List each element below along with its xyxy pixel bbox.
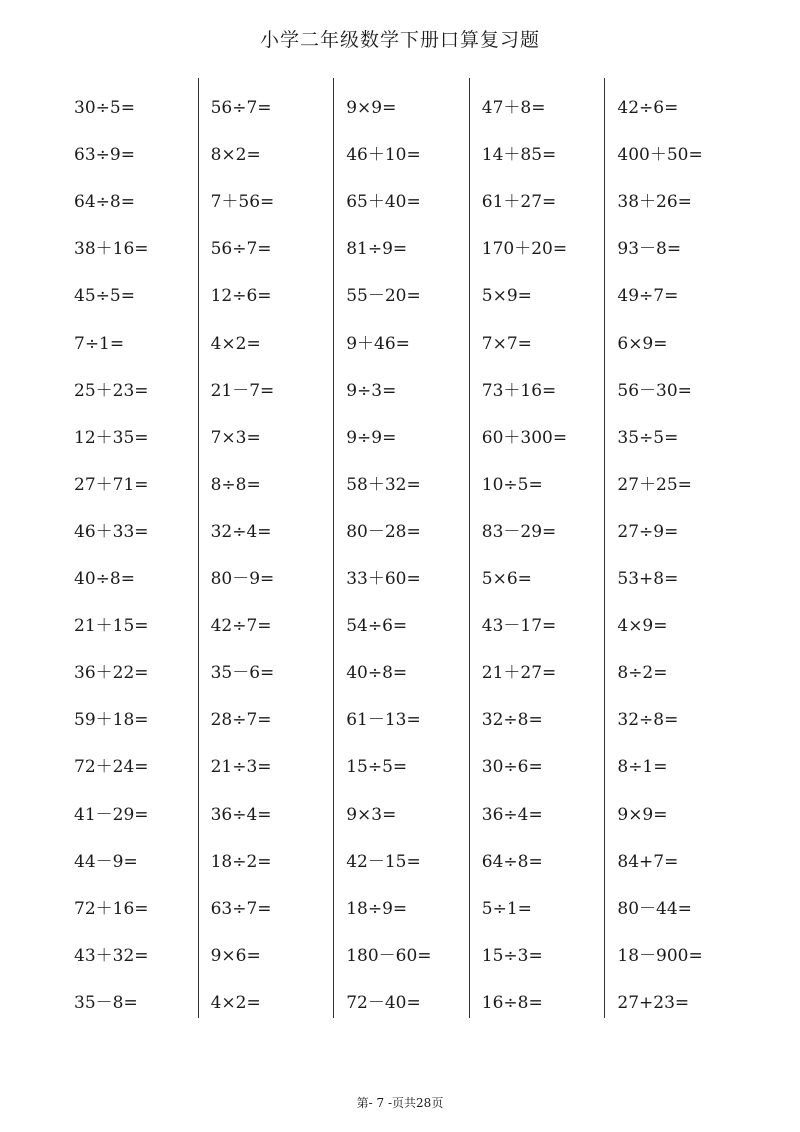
problem-item: 4×2=: [210, 992, 261, 1013]
problem-item: 32÷4=: [210, 521, 272, 542]
problem-item: 72＋24=: [74, 757, 149, 778]
problem-item: 73＋16=: [481, 380, 557, 401]
problem-item: 10÷5=: [481, 474, 543, 495]
problem-item: 27+23=: [617, 992, 690, 1013]
problem-item: 30÷5=: [74, 98, 135, 118]
problem-item: 9×9=: [617, 804, 668, 825]
problem-column-5: [604, 78, 740, 1018]
problem-item: 32÷8=: [617, 710, 679, 731]
problem-item: 30÷6=: [481, 757, 543, 778]
problem-item: 72－40=: [346, 992, 421, 1013]
problem-item: 43－17=: [481, 616, 557, 637]
problem-item: 46＋10=: [346, 145, 421, 166]
problem-item: 36÷4=: [210, 804, 272, 825]
problem-item: 6×9=: [617, 333, 668, 354]
problem-item: 4×9=: [617, 616, 668, 637]
problem-item: 7×3=: [210, 427, 261, 448]
problem-column-2: [198, 78, 334, 1018]
page-footer: 第- 7 -页共28页: [356, 1096, 444, 1110]
problem-item: 15÷5=: [346, 757, 408, 778]
problem-item: 56÷7=: [210, 98, 272, 118]
problem-item: 43＋32=: [74, 945, 149, 966]
problem-item: 12÷6=: [210, 286, 272, 307]
problem-item: 49÷7=: [617, 286, 679, 307]
problem-item: 80－44=: [617, 898, 692, 919]
problem-item: 58＋32=: [346, 474, 421, 495]
problem-item: 63÷9=: [74, 145, 135, 166]
problem-item: 38＋26=: [617, 192, 692, 213]
problem-item: 41－29=: [74, 804, 149, 825]
problem-item: 12＋35=: [74, 427, 149, 448]
problem-item: 72＋16=: [74, 898, 149, 919]
problem-item: 9×3=: [346, 804, 397, 825]
problem-item: 40÷8=: [74, 569, 135, 589]
problem-item: 8÷8=: [210, 474, 261, 495]
problem-item: 47＋8=: [481, 98, 546, 118]
problem-item: 400＋50=: [617, 145, 703, 166]
problem-item: 32÷8=: [481, 710, 543, 731]
problem-column-1: [62, 78, 198, 1018]
problem-item: 55－20=: [346, 286, 421, 307]
problem-item: 9÷3=: [346, 380, 397, 401]
problem-item: 83－29=: [481, 521, 557, 542]
problem-item: 60＋300=: [481, 427, 568, 448]
problem-item: 21÷3=: [210, 757, 272, 778]
page-title: 小学二年级数学下册口算复习题: [259, 29, 540, 51]
problem-item: 28÷7=: [210, 710, 272, 731]
problem-item: 21－7=: [210, 380, 275, 401]
problem-item: 64÷8=: [481, 851, 543, 872]
problem-item: 84+7=: [617, 851, 679, 872]
problem-item: 35÷5=: [617, 427, 679, 448]
problem-item: 61＋27=: [481, 192, 557, 213]
problem-item: 59＋18=: [74, 710, 149, 731]
problem-item: 35－8=: [74, 992, 138, 1013]
problem-item: 56－30=: [617, 380, 692, 401]
problem-item: 42－15=: [346, 851, 421, 872]
problem-item: 15÷3=: [481, 945, 543, 966]
problem-item: 46＋33=: [74, 521, 149, 542]
problem-item: 16÷8=: [481, 992, 543, 1013]
problem-item: 38＋16=: [74, 239, 149, 260]
problem-item: 5×6=: [481, 569, 532, 589]
problem-item: 7×7=: [481, 333, 532, 354]
problem-item: 65＋40=: [346, 192, 421, 213]
problem-item: 27÷9=: [617, 521, 679, 542]
problem-item: 45÷5=: [74, 286, 135, 307]
problem-item: 21＋27=: [481, 663, 557, 684]
problem-item: 44－9=: [74, 851, 138, 872]
problem-item: 93－8=: [617, 239, 682, 260]
problem-item: 4×2=: [210, 333, 261, 354]
problem-item: 5×9=: [481, 286, 532, 307]
problem-item: 170＋20=: [481, 239, 568, 260]
problem-item: 54÷6=: [346, 616, 408, 637]
problem-item: 36＋22=: [74, 663, 149, 684]
problem-item: 25＋23=: [74, 380, 149, 401]
problem-item: 81÷9=: [346, 239, 408, 260]
problem-item: 36÷4=: [481, 804, 543, 825]
problem-item: 9×6=: [210, 945, 261, 966]
problem-item: 35－6=: [210, 663, 275, 684]
problem-item: 42÷7=: [210, 616, 272, 637]
problem-item: 53+8=: [617, 569, 679, 589]
problem-item: 8÷2=: [617, 663, 668, 684]
problem-item: 56÷7=: [210, 239, 272, 260]
problem-item: 18÷2=: [210, 851, 272, 872]
problem-item: 33＋60=: [346, 569, 421, 589]
problem-item: 80－28=: [346, 521, 421, 542]
problem-item: 40÷8=: [346, 663, 408, 684]
problem-item: 64÷8=: [74, 192, 135, 213]
problem-item: 21＋15=: [74, 616, 149, 637]
problem-item: 18－900=: [617, 945, 703, 966]
problem-item: 8×2=: [210, 145, 261, 166]
problem-column-4: [469, 78, 605, 1018]
problem-item: 7＋56=: [210, 192, 275, 213]
problem-item: 80－9=: [210, 569, 275, 589]
problem-item: 14＋85=: [481, 145, 557, 166]
problem-item: 9×9=: [346, 98, 397, 118]
problem-column-3: [333, 78, 469, 1018]
problem-item: 27＋71=: [74, 474, 149, 495]
problem-item: 180－60=: [346, 945, 432, 966]
problem-grid: [62, 78, 740, 1018]
problem-item: 27＋25=: [617, 474, 692, 495]
problem-item: 61－13=: [346, 710, 421, 731]
problem-item: 7÷1=: [74, 333, 125, 354]
problem-item: 9÷9=: [346, 427, 397, 448]
problem-item: 63÷7=: [210, 898, 272, 919]
problem-item: 18÷9=: [346, 898, 408, 919]
problem-item: 5÷1=: [481, 898, 532, 919]
problem-item: 8÷1=: [617, 757, 668, 778]
problem-item: 9＋46=: [346, 333, 410, 354]
problem-item: 42÷6=: [617, 98, 679, 118]
